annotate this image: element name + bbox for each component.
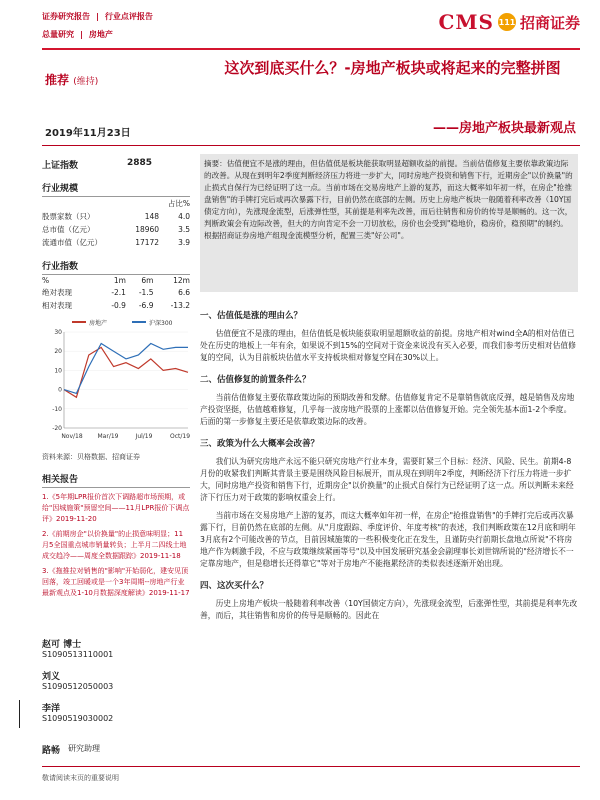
index-row bbox=[42, 158, 190, 171]
analyst-id: S1090512050003 bbox=[42, 682, 114, 691]
analyst bbox=[42, 701, 190, 723]
related-item[interactable]: 1.《5年期LPR报价首次下调路超市场预期，或给"因城施策"预留空间——11月LPR报价下调点评》2019-11-20 bbox=[42, 493, 190, 523]
analyst-name: 赵可 博士 bbox=[42, 640, 82, 650]
report-title: 这次到底买什么？-房地产板块或将起来的完整拼图 bbox=[224, 59, 561, 77]
cell-label: 绝对表现 bbox=[42, 288, 72, 297]
analyst bbox=[42, 637, 190, 659]
cell-value: 6.6 bbox=[178, 288, 190, 297]
cell-value: -6.9 bbox=[138, 301, 154, 310]
report-subtitle: ——房地产板块最新观点 bbox=[432, 121, 576, 136]
rating-label: 推荐 bbox=[45, 73, 70, 87]
cell-pct: 3.5 bbox=[178, 225, 190, 234]
cell-pct: 4.0 bbox=[178, 212, 190, 221]
cell-value: -2.1 bbox=[111, 288, 126, 297]
table-row bbox=[42, 299, 190, 312]
performance-table bbox=[42, 275, 190, 312]
analyst-name: 李洋 bbox=[42, 704, 61, 714]
body-text bbox=[200, 300, 578, 628]
related-title: 相关报告 bbox=[42, 472, 190, 488]
footer-rule bbox=[42, 766, 580, 767]
tag-industry: 房地产 bbox=[88, 30, 113, 39]
table-row bbox=[42, 223, 190, 236]
cell-label: 股票家数（只） bbox=[42, 212, 95, 221]
cell-value: -1.5 bbox=[138, 288, 154, 297]
x-tick-label: Jul/19 bbox=[135, 433, 153, 440]
paragraph: 历史上房地产板块一般随着利率改善（10Y国债定方向），先涨现金流型，后涨弹性型，其前提是利率先改善，而后，其往销售和房价的传导是顺畅的。因此在 bbox=[200, 599, 578, 620]
col-header: 12m bbox=[173, 276, 190, 285]
analyst-name: 路畅 bbox=[42, 746, 61, 756]
logo-cn: 招商证券 bbox=[519, 13, 580, 32]
rating bbox=[45, 71, 98, 88]
analyst-id: S1090513110001 bbox=[42, 650, 114, 659]
performance-title: 行业指数 bbox=[42, 259, 190, 275]
company-logo bbox=[438, 10, 580, 34]
cell-value: 148 bbox=[144, 212, 160, 221]
logo-cms: CMS bbox=[438, 10, 494, 34]
analyst bbox=[42, 669, 190, 691]
footer-note: 敬请阅读末页的重要说明 bbox=[42, 774, 119, 782]
related-item[interactable]: 3.《拖推拉对销售的"影响"开始弱化，建安见顶回落，竣工回暖或是一个3年周期--房地产行业最新观点及1-10月数据深度解读》2019-11-17 bbox=[42, 567, 190, 597]
col-header: % bbox=[42, 276, 50, 285]
related-item[interactable]: 2.《前期房企"以价换量"的止损意味明显；11月5全国重点城市销量转负；上半月二四线土地成交趋冷——周度全数据跟踪》2019-11-18 bbox=[42, 530, 187, 560]
index-name: 上证指数 bbox=[42, 161, 79, 171]
col-header: 1m bbox=[113, 276, 126, 285]
legend-label: 房地产 bbox=[89, 320, 108, 327]
left-column bbox=[42, 150, 190, 756]
y-tick-label: 30 bbox=[54, 329, 62, 336]
cell-pct: 3.9 bbox=[178, 238, 190, 247]
table-row bbox=[42, 286, 190, 299]
section-heading: 四、这次买什么？ bbox=[200, 581, 269, 591]
header-tags: 证券研究报告 | 行业点评报告 总量研究 | 房地产 bbox=[42, 8, 153, 44]
rating-sub: (维持) bbox=[73, 77, 99, 87]
industry-title: 行业规模 bbox=[42, 181, 190, 197]
report-date: 2019年11月23日 bbox=[45, 128, 131, 139]
table-row bbox=[42, 236, 190, 249]
cell-label: 总市值（亿元） bbox=[42, 225, 95, 234]
cell-value: -0.9 bbox=[111, 301, 126, 310]
title-rule bbox=[42, 145, 580, 146]
paragraph: 估值便宜不是涨的理由，但估值低是板块能获取明显超额收益的前提。房地产相对wind全A的相对估值已处在历史的地板上一年有余，如果说不到15%的空间对于资金来说没有买入必要，而我们参考历史相对估值修复的空间，认为目前板块估值水平支持板块相对修复空间在30%以上。 bbox=[200, 329, 576, 362]
cell-value: -13.2 bbox=[170, 301, 190, 310]
chart-source: 资料来源：贝格数据、招商证券 bbox=[42, 453, 140, 461]
index-value: 2885 bbox=[126, 158, 152, 168]
industry-table bbox=[42, 197, 190, 249]
y-tick-label: -10 bbox=[52, 405, 62, 413]
x-tick-label: Mar/19 bbox=[97, 433, 119, 440]
cell-value: 17172 bbox=[135, 238, 160, 247]
cell-label: 流通市值（亿元） bbox=[42, 238, 102, 247]
paragraph: 我们认为研究房地产永远不能只研究房地产行业本身，需要盯紧三个目标：经济、风险、民生。前期4-8月份的收紧我们判断其背景主要是围绕风险目标展开，而从现在到明年2季度，判断经济下行压力将进一步扩大，同时房地产投资和销售下行，近期房企"以价换量"的止损式自保行为已经证明了这一点。所以判断未来经济下行压力对于政策的影响权重会上行。 bbox=[200, 457, 574, 502]
table-row bbox=[42, 210, 190, 223]
analyst-id: S1090519030002 bbox=[42, 714, 114, 723]
cell-label: 相对表现 bbox=[42, 301, 72, 310]
tag-research: 总量研究 bbox=[42, 30, 74, 39]
performance-chart bbox=[42, 316, 190, 446]
table-header bbox=[42, 275, 190, 286]
x-tick-label: Oct/19 bbox=[169, 433, 190, 440]
cell-value: 18960 bbox=[135, 225, 160, 234]
legend-label: 沪深300 bbox=[149, 320, 173, 327]
tag-report-subtype: 行业点评报告 bbox=[104, 12, 153, 21]
analyst-name: 刘义 bbox=[42, 672, 61, 682]
analyst-id: 研究助理 bbox=[68, 744, 101, 753]
analyst bbox=[42, 743, 190, 756]
header-rule bbox=[42, 48, 580, 50]
margin-bar bbox=[19, 700, 20, 728]
col-header: 6m bbox=[141, 276, 154, 285]
section-heading: 三、政策为什么大概率会改善？ bbox=[200, 439, 320, 449]
industry-header: 占比% bbox=[167, 199, 190, 208]
paragraph: 当前市场在交易房地产上游的复苏，而这大概率如年初一样，在房企"抢推盘销售"的手牌打完后或再次暴露下行，目前仍然在底部的左侧。从"月度跟踪、季度评价、年度考核"的表述，我们判断政策在12月底和明年3月底有2个可能改善的节点，目前因城施策的一些积极变化正在发生，且谨防央行前期长盘地点所说"不将房地产作为刺激手段，不应与政策继续紧画等号"以及中国发展研究基金会副理事长刘世锦所说的"经济增长不一定靠房地产，但是稳增长还得靠它"等对于房地产不能拖累经济的类似表述逐渐开始出现。 bbox=[200, 511, 576, 568]
y-tick-label: 20 bbox=[54, 348, 62, 356]
section-heading: 一、估值低是涨的理由么？ bbox=[200, 311, 303, 321]
logo-badge-icon: 111 bbox=[498, 13, 516, 31]
y-tick-label: 10 bbox=[54, 367, 62, 375]
tag-report-type: 证券研究报告 bbox=[42, 12, 90, 21]
y-tick-label: 0 bbox=[58, 386, 62, 394]
section-heading: 二、估值修复的前置条件么？ bbox=[200, 375, 311, 385]
y-tick-label: -20 bbox=[52, 425, 62, 432]
summary-box: 摘要：估值便宜不是涨的理由，但估值低是板块能获取明显超额收益的前提。当前估值修复主要依靠政策边际的改善。从现在到明年2季度判断经济压力将进一步扩大，同时房地产投资和销售下行，近期房企"以价换量"的止损式自保行为已经证明了这一点。当前市场在交易房地产上游的复苏，而这大概率如年初一样，在房企"抢推盘销售"的手牌打完后或再次暴露下行，目前仍然在底部的左侧。历史上房地产板块一般随着利率改善（10Y国债定方向），先涨现金流型，后涨弹性型，其前提是利率先改善，而后往销售和房价的传导是顺畅的。这一次，判断政策会有边际改善，但大的方向肯定不会一刀切放松，房价也会受到"稳地价，稳房价，稳预期"的制约。根据招商证券房地产组现金流模型分析，配置三类"好公司"。 bbox=[200, 154, 578, 292]
x-tick-label: Nov/18 bbox=[61, 433, 83, 440]
paragraph: 当前估值修复主要依靠政策边际的预期改善和发酵。估值修复肯定不是靠销售就底反弹，越是销售及房地产投资坚挺，估值越难修复，几乎每一波房地产股票的上涨都以估值修复开始。完全领先基本面1-2个季度。后面的第一步修复主要还是依靠政策边际的改善。 bbox=[200, 393, 575, 426]
